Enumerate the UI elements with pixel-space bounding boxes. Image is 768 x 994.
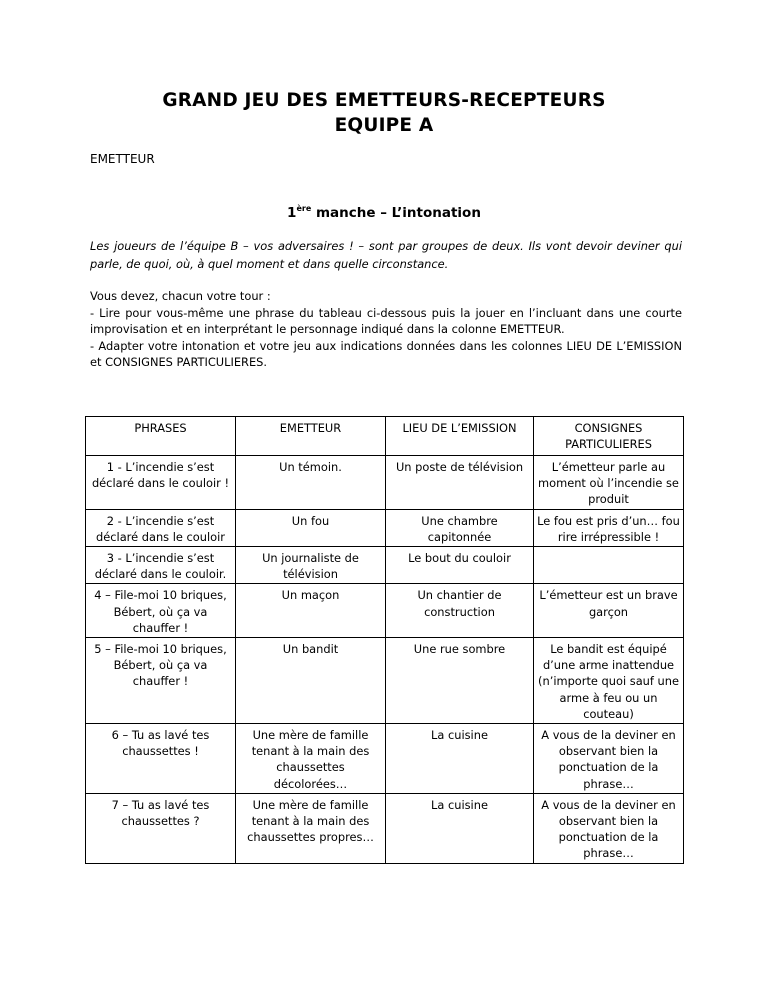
cell-emetteur: Un journaliste de télévision [236,547,386,584]
manche-number: 1 [287,205,297,221]
intro-paragraph: Les joueurs de l’équipe B – vos adversaires ! – sont par groupes de deux. Ils vont devoir deviner qui parle, de quoi, où, à quel moment et dans quelle circonstance. [90,239,682,271]
page-subtitle: EQUIPE A [334,115,434,136]
table-row [86,547,684,584]
cell-lieu: Un chantier de construction [386,584,534,638]
cell-consignes: A vous de la deviner en observant bien la ponctuation de la phrase… [534,793,684,863]
cell-phrase: 3 - L’incendie s’est déclaré dans le couloir. [86,547,236,584]
cell-consignes [534,547,684,584]
cell-lieu: La cuisine [386,724,534,794]
cell-lieu: Une chambre capitonnée [386,509,534,546]
cell-phrase: 2 - L’incendie s’est déclaré dans le couloir [86,509,236,546]
cell-phrase: 7 – Tu as lavé tes chaussettes ? [86,793,236,863]
table-row [86,724,684,794]
header-consignes: CONSIGNES PARTICULIERES [534,417,684,456]
phrases-table [85,416,684,864]
table-header-row [86,417,684,456]
instruction-line: - Adapter votre intonation et votre jeu aux indications données dans les colonnes LIEU DE L’EMISSION et CONSIGNES PARTICULIERES. [90,338,682,369]
section-heading [0,204,768,221]
cell-consignes: L’émetteur parle au moment où l’incendie se produit [534,456,684,510]
header-emetteur: EMETTEUR [236,417,386,456]
table-row [86,638,684,724]
cell-phrase: 1 - L’incendie s’est déclaré dans le couloir ! [86,456,236,510]
page-title: GRAND JEU DES EMETTEURS-RECEPTEURS [162,90,606,111]
instructions-block [90,288,682,371]
cell-lieu: Une rue sombre [386,638,534,724]
cell-emetteur: Un bandit [236,638,386,724]
header-phrases: PHRASES [86,417,236,456]
manche-superscript: ère [296,204,312,213]
table-row [86,509,684,546]
header-lieu: LIEU DE L’EMISSION [386,417,534,456]
cell-consignes: L’émetteur est un brave garçon [534,584,684,638]
cell-emetteur: Un fou [236,509,386,546]
cell-emetteur: Une mère de famille tenant à la main des chaussettes propres… [236,793,386,863]
cell-emetteur: Une mère de famille tenant à la main des chaussettes décolorées… [236,724,386,794]
cell-lieu: La cuisine [386,793,534,863]
table-row [86,456,684,510]
cell-phrase: 4 – File-moi 10 briques, Bébert, où ça va chauffer ! [86,584,236,638]
manche-label: manche – L’intonation [311,205,481,221]
cell-emetteur: Un témoin. [236,456,386,510]
cell-phrase: 6 – Tu as lavé tes chaussettes ! [86,724,236,794]
role-label: EMETTEUR [90,152,155,166]
table-row [86,584,684,638]
cell-lieu: Un poste de télévision [386,456,534,510]
instruction-line: Vous devez, chacun votre tour : [90,289,271,303]
cell-consignes: Le fou est pris d’un… fou rire irrépressible ! [534,509,684,546]
cell-consignes: Le bandit est équipé d’une arme inattendue (n’importe quoi sauf une arme à feu ou un couteau) [534,638,684,724]
cell-emetteur: Un maçon [236,584,386,638]
instruction-line: - Lire pour vous-même une phrase du tableau ci-dessous puis la jouer en l’incluant dans une courte improvisation et en interprétant le personnage indiqué dans la colonne EMETTEUR. [90,305,682,336]
cell-consignes: A vous de la deviner en observant bien la ponctuation de la phrase… [534,724,684,794]
table-row [86,793,684,863]
cell-phrase: 5 – File-moi 10 briques, Bébert, où ça va chauffer ! [86,638,236,724]
cell-lieu: Le bout du couloir [386,547,534,584]
